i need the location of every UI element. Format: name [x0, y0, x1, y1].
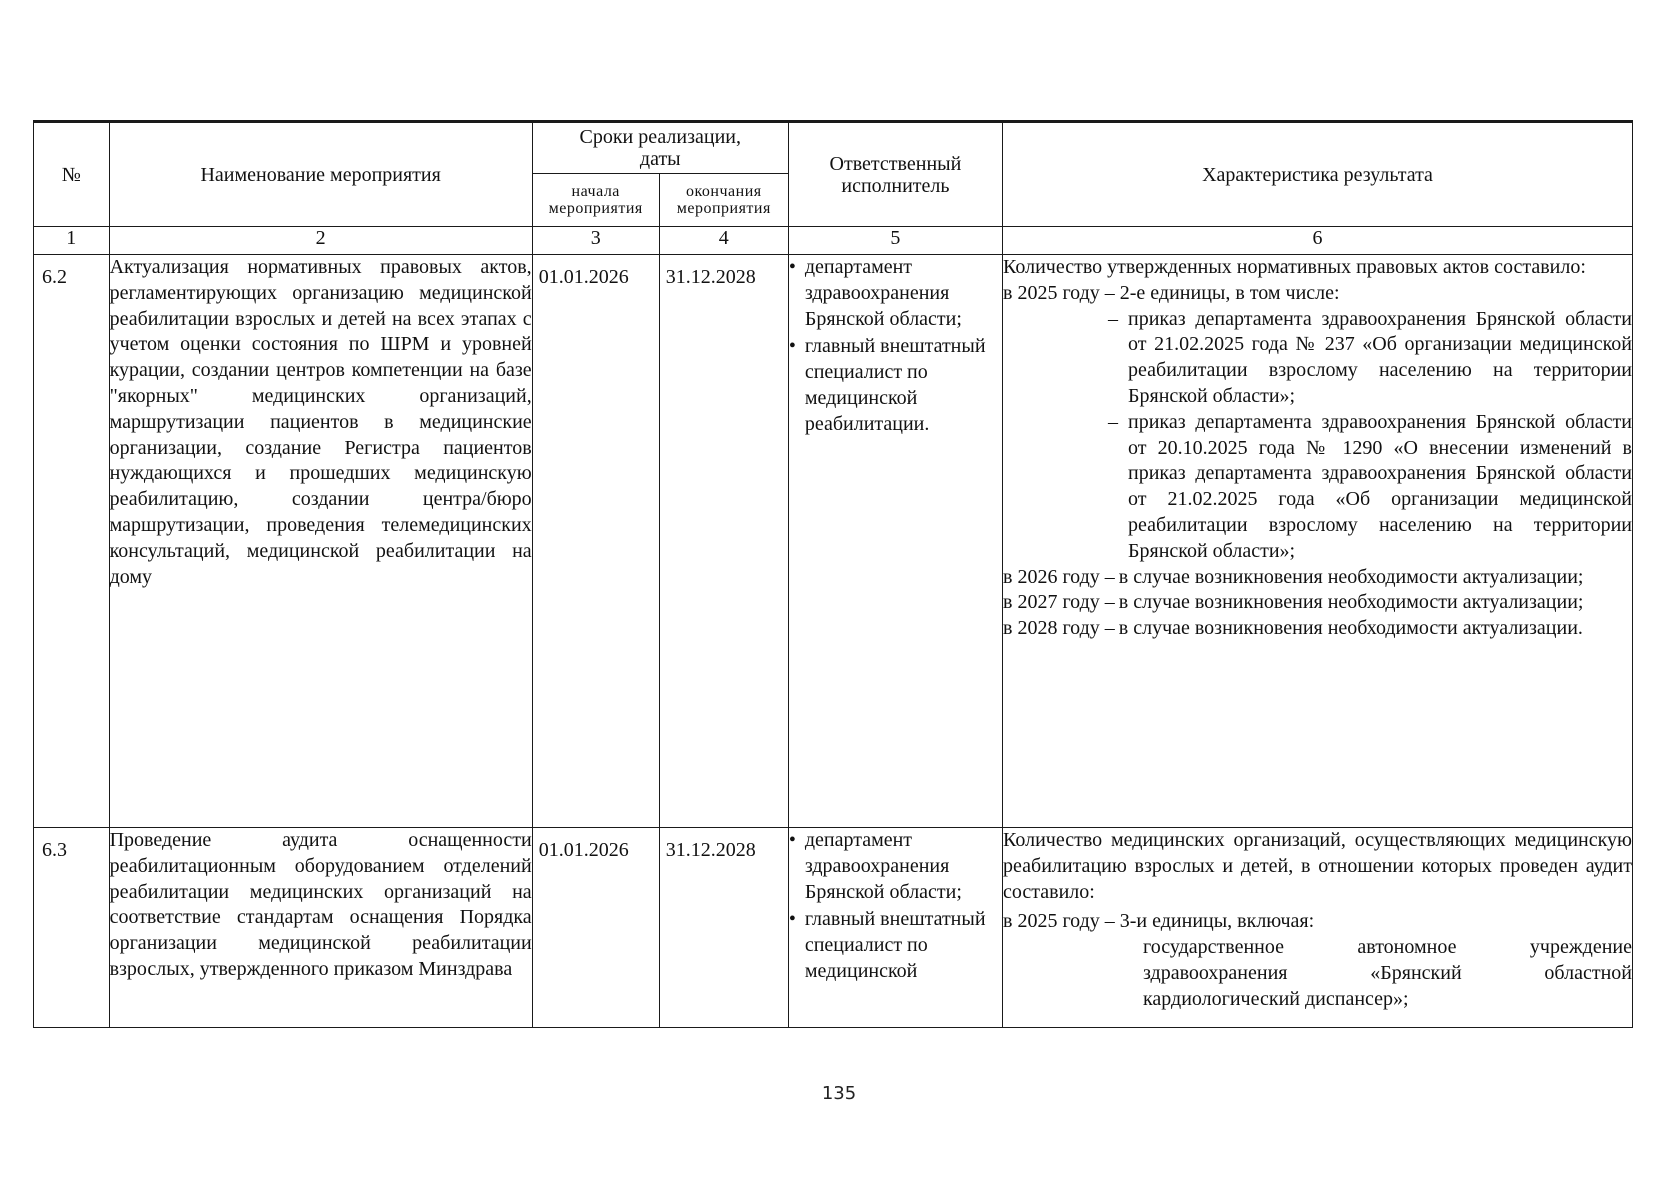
- start-date: 01.01.2026: [532, 828, 659, 1028]
- end-date: 31.12.2028: [659, 255, 788, 828]
- header-result: Характеристика результата: [1003, 122, 1633, 227]
- column-number: 4: [659, 227, 788, 255]
- year-text: в случае возникновения необходимости актуализации.: [1118, 617, 1583, 640]
- header-start: начала мероприятия: [532, 174, 659, 227]
- result-cell: [1003, 255, 1633, 828]
- responsible-cell: [788, 828, 1002, 1028]
- result-year: [1003, 590, 1632, 616]
- responsible-item: • департамент здравоохранения Брянской области;: [789, 255, 1002, 332]
- column-number: 1: [34, 227, 110, 255]
- responsible-item: • главный внештатный специалист по медицинской реабилитации.: [789, 334, 1002, 437]
- header-dates: Сроки реализации, даты: [532, 122, 788, 174]
- column-number: 3: [532, 227, 659, 255]
- header-end: окончания мероприятия: [659, 174, 788, 227]
- header-name: Наименование мероприятия: [109, 122, 532, 227]
- responsible-item: • департамент здравоохранения Брянской области;: [789, 828, 1002, 905]
- header-responsible: Ответственный исполнитель: [788, 122, 1002, 227]
- year-text: в случае возникновения необходимости актуализации;: [1118, 565, 1584, 588]
- table-row: [34, 255, 1633, 828]
- result-year: [1003, 616, 1632, 642]
- year-text: в случае возникновения необходимости актуализации;: [1118, 591, 1584, 614]
- measures-table: [33, 120, 1633, 1028]
- header-number: №: [34, 122, 110, 227]
- measure-name: Актуализация нормативных правовых актов, регламентирующих организацию медицинской реабилитации взрослых и детей на всех этапах с учетом оценки состояния по ШРМ и уровней курации, создании центров компетенции на базе "якорных" медицинских организаций, маршрутизации пациентов в медицинские организации, создание Регистра пациентов нуждающихся и прошедших медицинскую реабилитацию, создании центра/бюро маршрутизации, проведения телемедицинских консультаций, медицинской реабилитации на дому: [109, 255, 532, 828]
- result-year: [1003, 565, 1632, 591]
- result-item-text: приказ департамента здравоохранения Брянской области от 20.10.2025 года № 1290 «О внесении изменений в приказ департамента здравоохранения Брянской области от 21.02.2025 года «Об организации медицинской реабилитации взрослому населению на территории Брянской области»;: [1128, 410, 1632, 562]
- column-number: 5: [788, 227, 1002, 255]
- result-item-text: государственное автономное учреждение здравоохранения «Брянский областной кардиологический диспансер»;: [1143, 936, 1632, 1010]
- year-label: в 2026 году –: [1003, 565, 1115, 588]
- result-item-text: приказ департамента здравоохранения Брянской области от 21.02.2025 года № 237 «Об организации медицинской реабилитации взрослому населению на территории Брянской области»;: [1128, 307, 1632, 407]
- result-year-2025: в 2025 году – 2-е единицы, в том числе:: [1003, 281, 1340, 304]
- result-intro: Количество медицинских организаций, осуществляющих медицинскую реабилитацию взрослых и детей, в отношении которых проведен аудит составило:: [1003, 829, 1632, 903]
- table-row: [34, 828, 1633, 1028]
- year-label: в 2028 году –: [1003, 617, 1115, 640]
- start-date: 01.01.2026: [532, 255, 659, 828]
- end-date: 31.12.2028: [659, 828, 788, 1028]
- responsible-cell: [788, 255, 1002, 828]
- column-numbers-row: [34, 227, 1633, 255]
- result-item: – приказ департамента здравоохранения Брянской области от 21.02.2025 года № 237 «Об организации медицинской реабилитации взрослому населению на территории Брянской области»;: [1108, 307, 1632, 407]
- result-intro: Количество утвержденных нормативных правовых актов составило:: [1003, 256, 1586, 278]
- result-cell: [1003, 828, 1633, 1028]
- column-number: 6: [1003, 227, 1633, 255]
- measure-name: Проведение аудита оснащенности реабилитационным оборудованием отделений реабилитации медицинских организаций на соответствие стандартам оснащения Порядка организации медицинской реабилитации взрослых, утвержденного приказом Минздрава: [109, 828, 532, 1028]
- year-label: в 2027 году –: [1003, 591, 1115, 614]
- result-year-2025: в 2025 году – 3-и единицы, включая:: [1003, 910, 1315, 933]
- page-number: 135: [821, 1083, 857, 1104]
- row-number: 6.2: [34, 255, 110, 828]
- column-number: 2: [109, 227, 532, 255]
- row-number: 6.3: [34, 828, 110, 1028]
- result-item: – приказ департамента здравоохранения Брянской области от 20.10.2025 года № 1290 «О внесении изменений в приказ департамента здравоохранения Брянской области от 21.02.2025 года «Об организации медицинской реабилитации взрослому населению на территории Брянской области»;: [1108, 410, 1632, 562]
- responsible-item: • главный внештатный специалист по медицинской: [789, 907, 1002, 984]
